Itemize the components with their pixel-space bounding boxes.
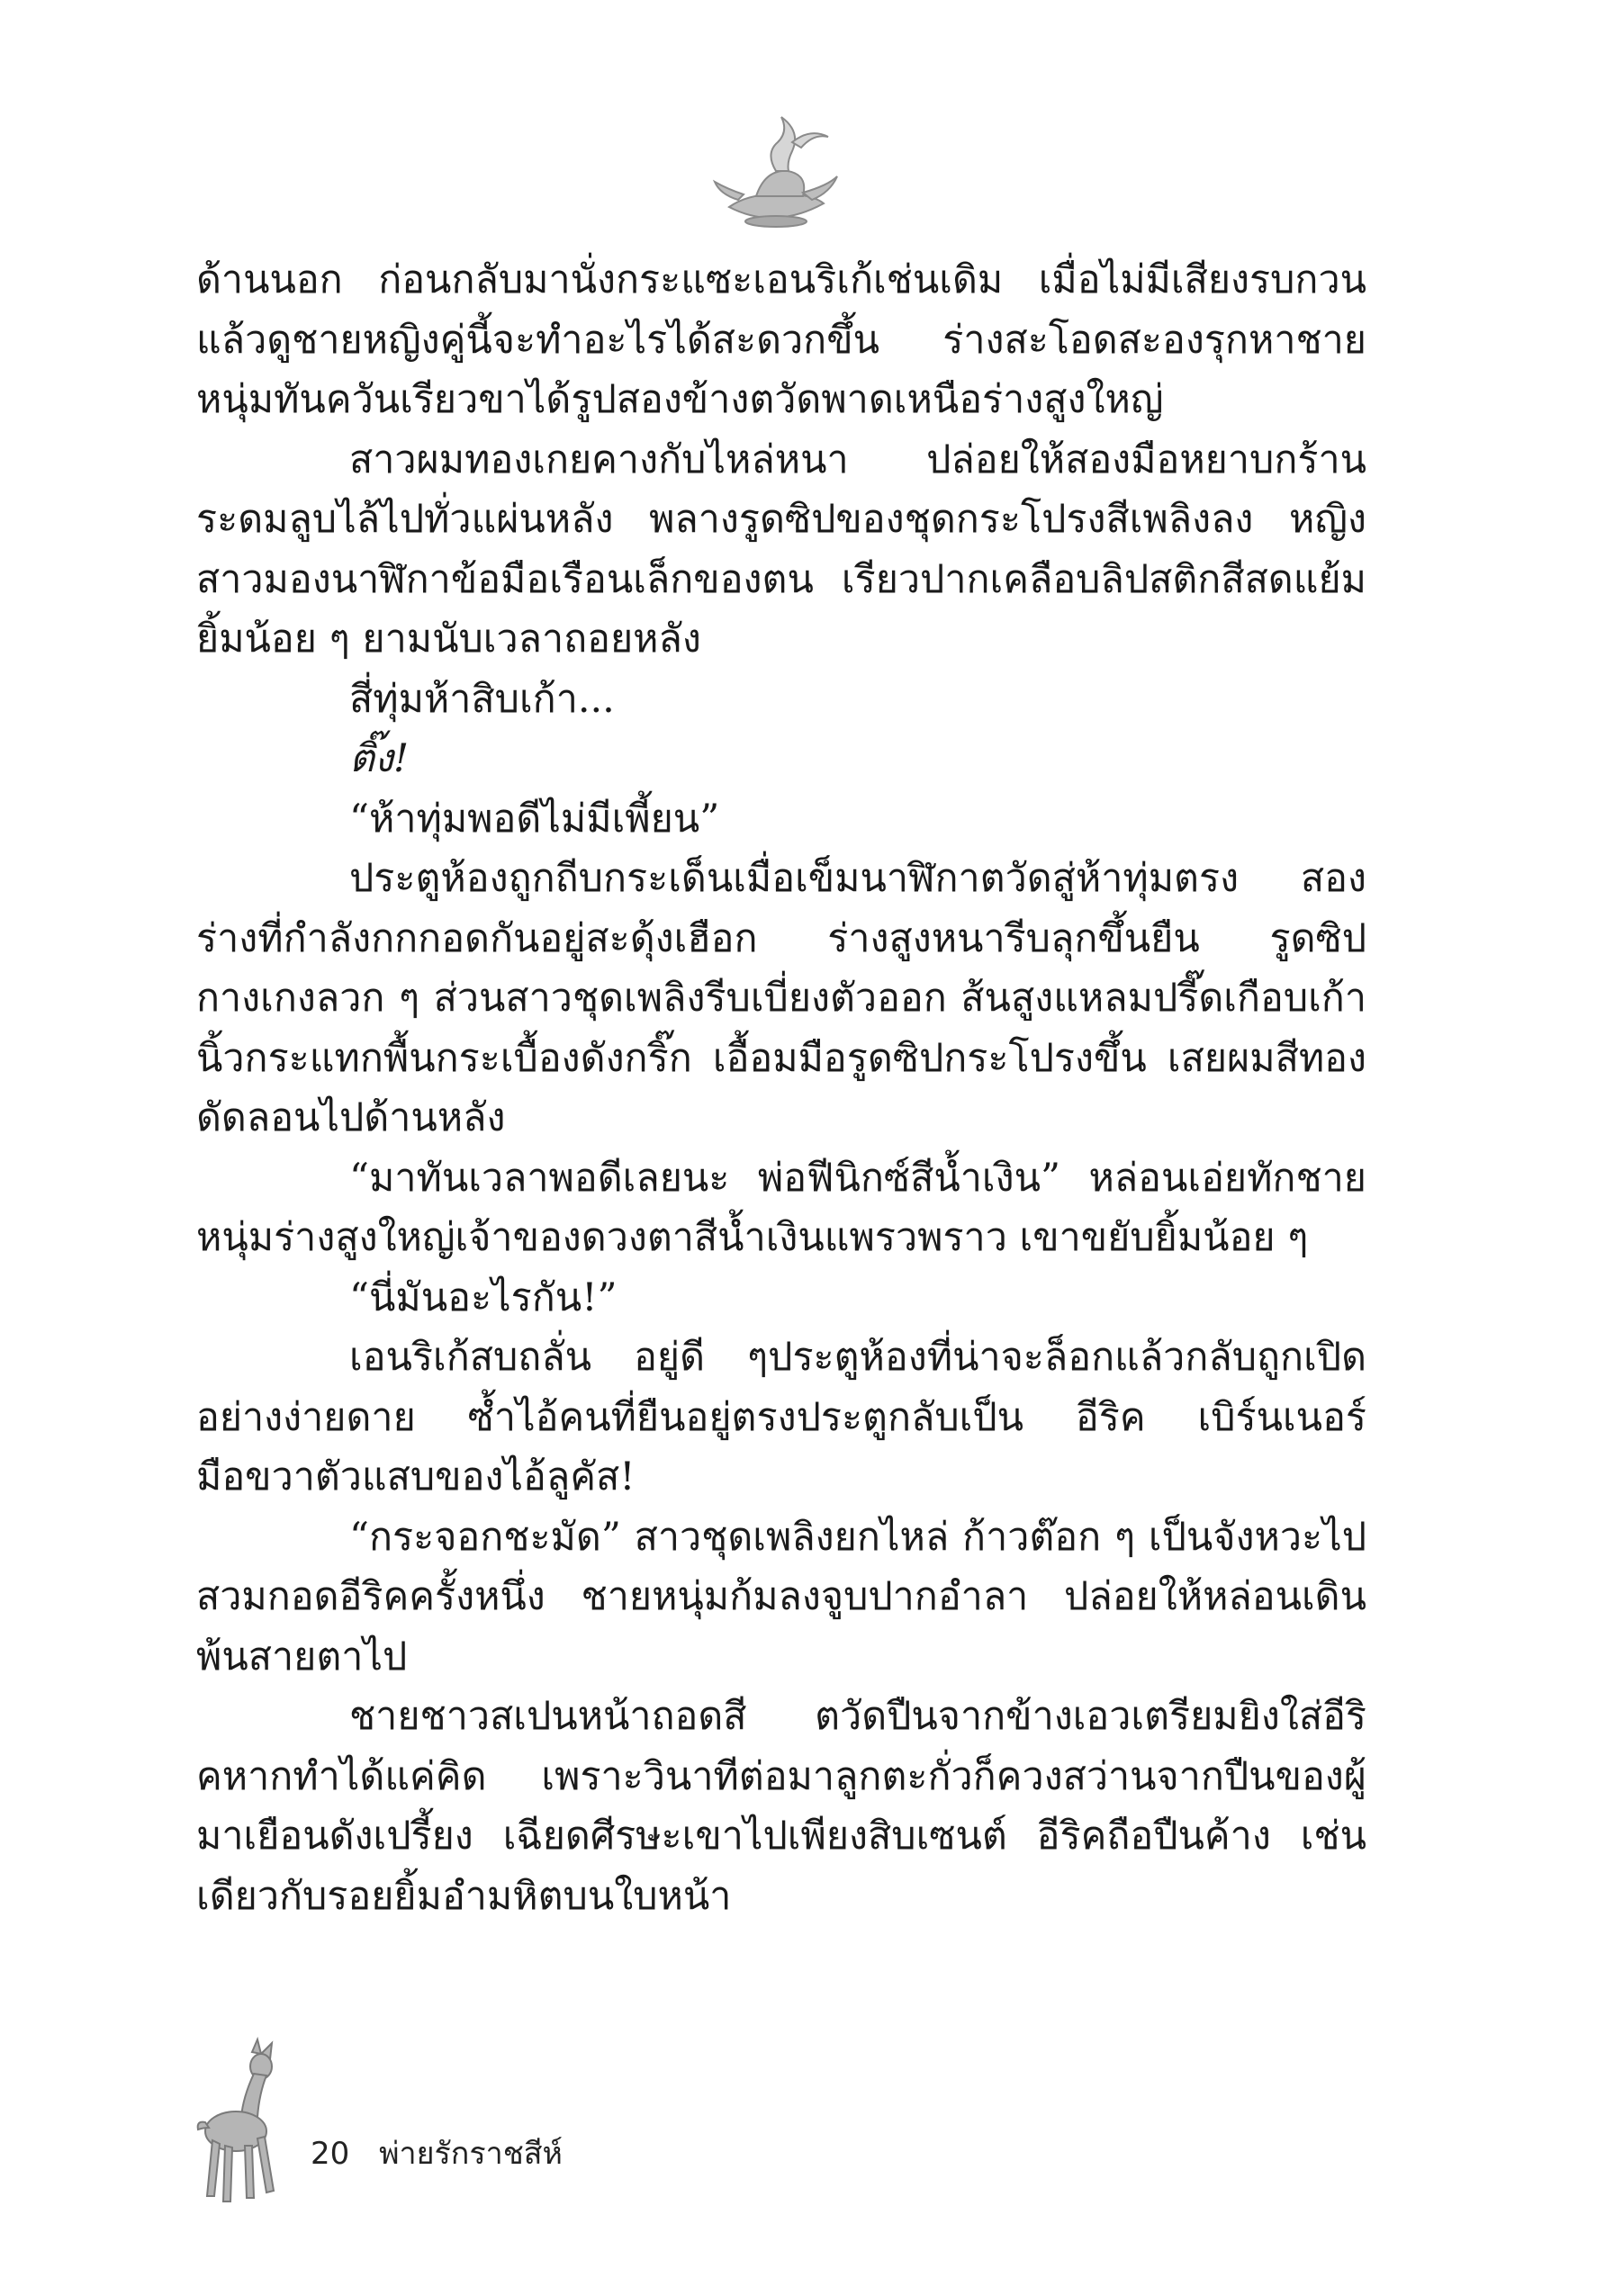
paragraph: ชายชาวสเปนหน้าถอดสี ตวัดปืนจากข้างเอวเตรียมยิงใส่อีริคหากทำได้แค่คิด เพราะวินาทีต่อมาลูกตะกั่วก็ควงสว่านจากปืนของผู้มาเยือนดังเปรี้ยง เฉียดศีรษะเขาไปเพียงสิบเซนต์ อีริคถือปืนค้าง เช่นเดียวกับรอยยิ้มอำมหิตบนใบหน้า: [196, 1694, 1366, 1919]
page-footer: [189, 2034, 729, 2214]
paragraph: “นี่มันอะไรกัน!”: [349, 1274, 618, 1320]
paragraph: สาวผมทองเกยคางกับไหล่หนา ปล่อยให้สองมือหยาบกร้านระดมลูบไล้ไปทั่วแผ่นหลัง พลางรูดซิปของชุดกระโปรงสีเพลิงลง หญิงสาวมองนาฬิกาข้อมือเรือนเล็กของตน เรียวปากเคลือบลิปสติกสีสดแย้มยิ้มน้อย ๆ ยามนับเวลาถอยหลัง: [196, 437, 1366, 662]
footer-label: [311, 2129, 582, 2177]
paragraph: ติ๊ง!: [349, 736, 410, 781]
paragraph: ด้านนอก ก่อนกลับมานั่งกระแซะเอนริเก้เช่นเดิม เมื่อไม่มีเสียงรบกวนแล้วดูชายหญิงคู่นี้จะทำอะไรได้สะดวกขึ้น ร่างสะโอดสะองรุกหาชายหนุ่มทันควันเรียวขาได้รูปสองข้างตวัดพาดเหนือร่างสูงใหญ่: [196, 257, 1366, 422]
paragraph: ประตูห้องถูกถีบกระเด็นเมื่อเข็มนาฬิกาตวัดสู่ห้าทุ่มตรง สองร่างที่กำลังกกกอดกันอยู่สะดุ้งเฮือก ร่างสูงหนารีบลุกขึ้นยืน รูดซิปกางเกงลวก ๆ ส่วนสาวชุดเพลิงรีบเบี่ยงตัวออก ส้นสูงแหลมปรี๊ดเกือบเก้านิ้วกระแทกพื้นกระเบื้องดังกริ๊ก เอื้อมมือรูดซิปกระโปรงขึ้น เสยผมสีทองดัดลอนไปด้านหลัง: [196, 856, 1366, 1140]
body-text: [196, 250, 1366, 1926]
paragraph: เอนริเก้สบถลั่น อยู่ดี ๆประตูห้องที่น่าจะล็อกแล้วกลับถูกเปิดอย่างง่ายดาย ซ้ำไอ้คนที่ยืนอยู่ตรงประตูกลับเป็น อีริค เบิร์นเนอร์ มือขวาตัวแสบของไอ้ลูคัส!: [196, 1335, 1366, 1499]
fawn-icon: [189, 2034, 288, 2214]
paragraph: “มาทันเวลาพอดีเลยนะ พ่อฟีนิกซ์สีน้ำเงิน” หล่อนเอ่ยทักชายหนุ่มร่างสูงใหญ่เจ้าของดวงตาสีน้ำเงินแพรวพราว เขาขยับยิ้มน้อย ๆ: [196, 1155, 1366, 1260]
page-number: 20: [311, 2136, 350, 2172]
paragraph: “กระจอกชะมัด” สาวชุดเพลิงยกไหล่ ก้าวต๊อก ๆ เป็นจังหวะไปสวมกอดอีริคครั้งหนึ่ง ชายหนุ่มก้มลงจูบปากอำลา ปล่อยให้หล่อนเดินพ้นสายตาไป: [196, 1514, 1366, 1679]
book-title: พ่ายรักราชสีห์: [379, 2136, 563, 2172]
genie-lamp-icon: [702, 106, 846, 232]
paragraph: “ห้าทุ่มพอดีไม่มีเพี้ยน”: [349, 796, 720, 842]
paragraph: สี่ทุ่มห้าสิบเก้า...: [349, 676, 615, 722]
